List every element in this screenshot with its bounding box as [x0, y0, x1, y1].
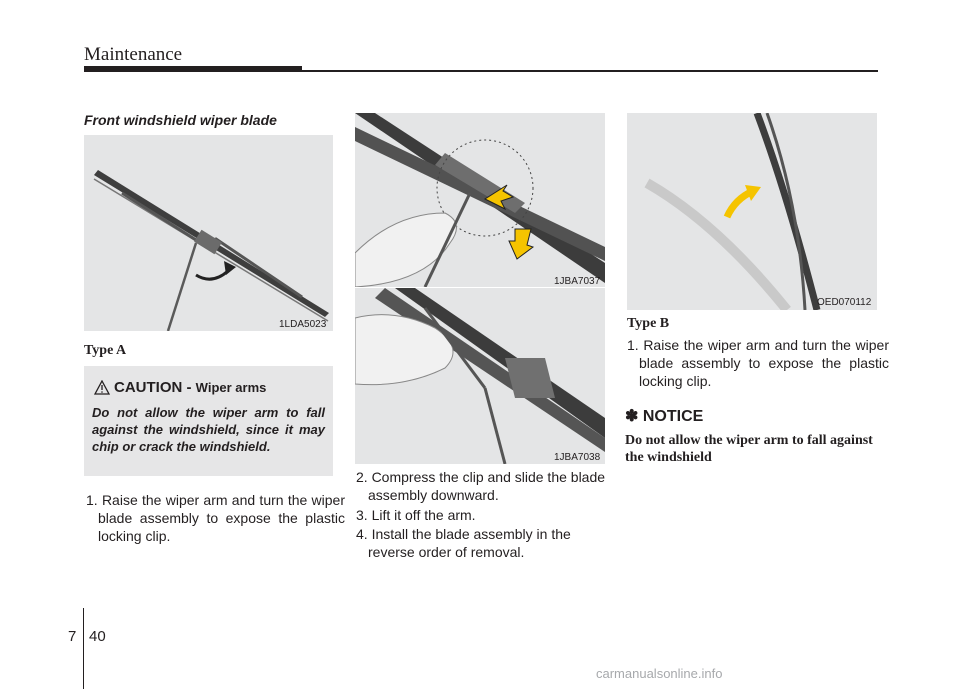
type-a-step-1: 1. Raise the wiper arm and turn the wiper blade assembly to expose the plastic locking clip. [86, 492, 345, 544]
chapter-number: 7 [68, 628, 77, 645]
caution-title [114, 379, 266, 396]
caution-box [84, 366, 333, 476]
step-2: 2. Compress the clip and slide the blade assembly downward. [356, 469, 606, 503]
figure-type-a-wiper [84, 135, 333, 331]
figure-code-1: 1LDA5023 [279, 319, 327, 330]
type-b-step-1: 1. Raise the wiper arm and turn the wiper blade assembly to expose the plastic locking clip. [627, 337, 889, 389]
warning-triangle-icon [94, 380, 110, 395]
notice-title: ✽ NOTICE [625, 408, 704, 425]
footer-divider [83, 608, 84, 689]
step-3: 3. Lift it off the arm. [356, 507, 476, 523]
type-a-label: Type A [84, 343, 127, 358]
header-title: Maintenance [84, 44, 183, 65]
notice-body: Do not allow the wiper arm to fall against the windshield [625, 433, 873, 465]
type-b-label: Type B [627, 316, 670, 331]
figure-lift-off-arm [355, 288, 605, 464]
header-rule-thick [84, 66, 302, 72]
caution-title-text: CAUTION - [114, 379, 196, 396]
step-4: 4. Install the blade assembly in the reverse order of removal. [356, 526, 571, 560]
section-heading: Front windshield wiper blade [84, 112, 277, 128]
caution-subtitle: Wiper arms [195, 380, 267, 395]
header-rule-thin [302, 70, 878, 72]
figure-compress-clip [355, 113, 605, 287]
figure-code-2: 1JBA7037 [554, 276, 601, 287]
figure-type-b-wiper [627, 113, 877, 310]
figure-code-4: OED070112 [817, 297, 872, 308]
page-number: 40 [89, 628, 106, 645]
caution-body: Do not allow the wiper arm to fall against the windshield, since it may chip or crack the windshield. [92, 405, 325, 454]
figure-code-3: 1JBA7038 [554, 452, 601, 463]
watermark: carmanualsonline.info [596, 666, 723, 681]
